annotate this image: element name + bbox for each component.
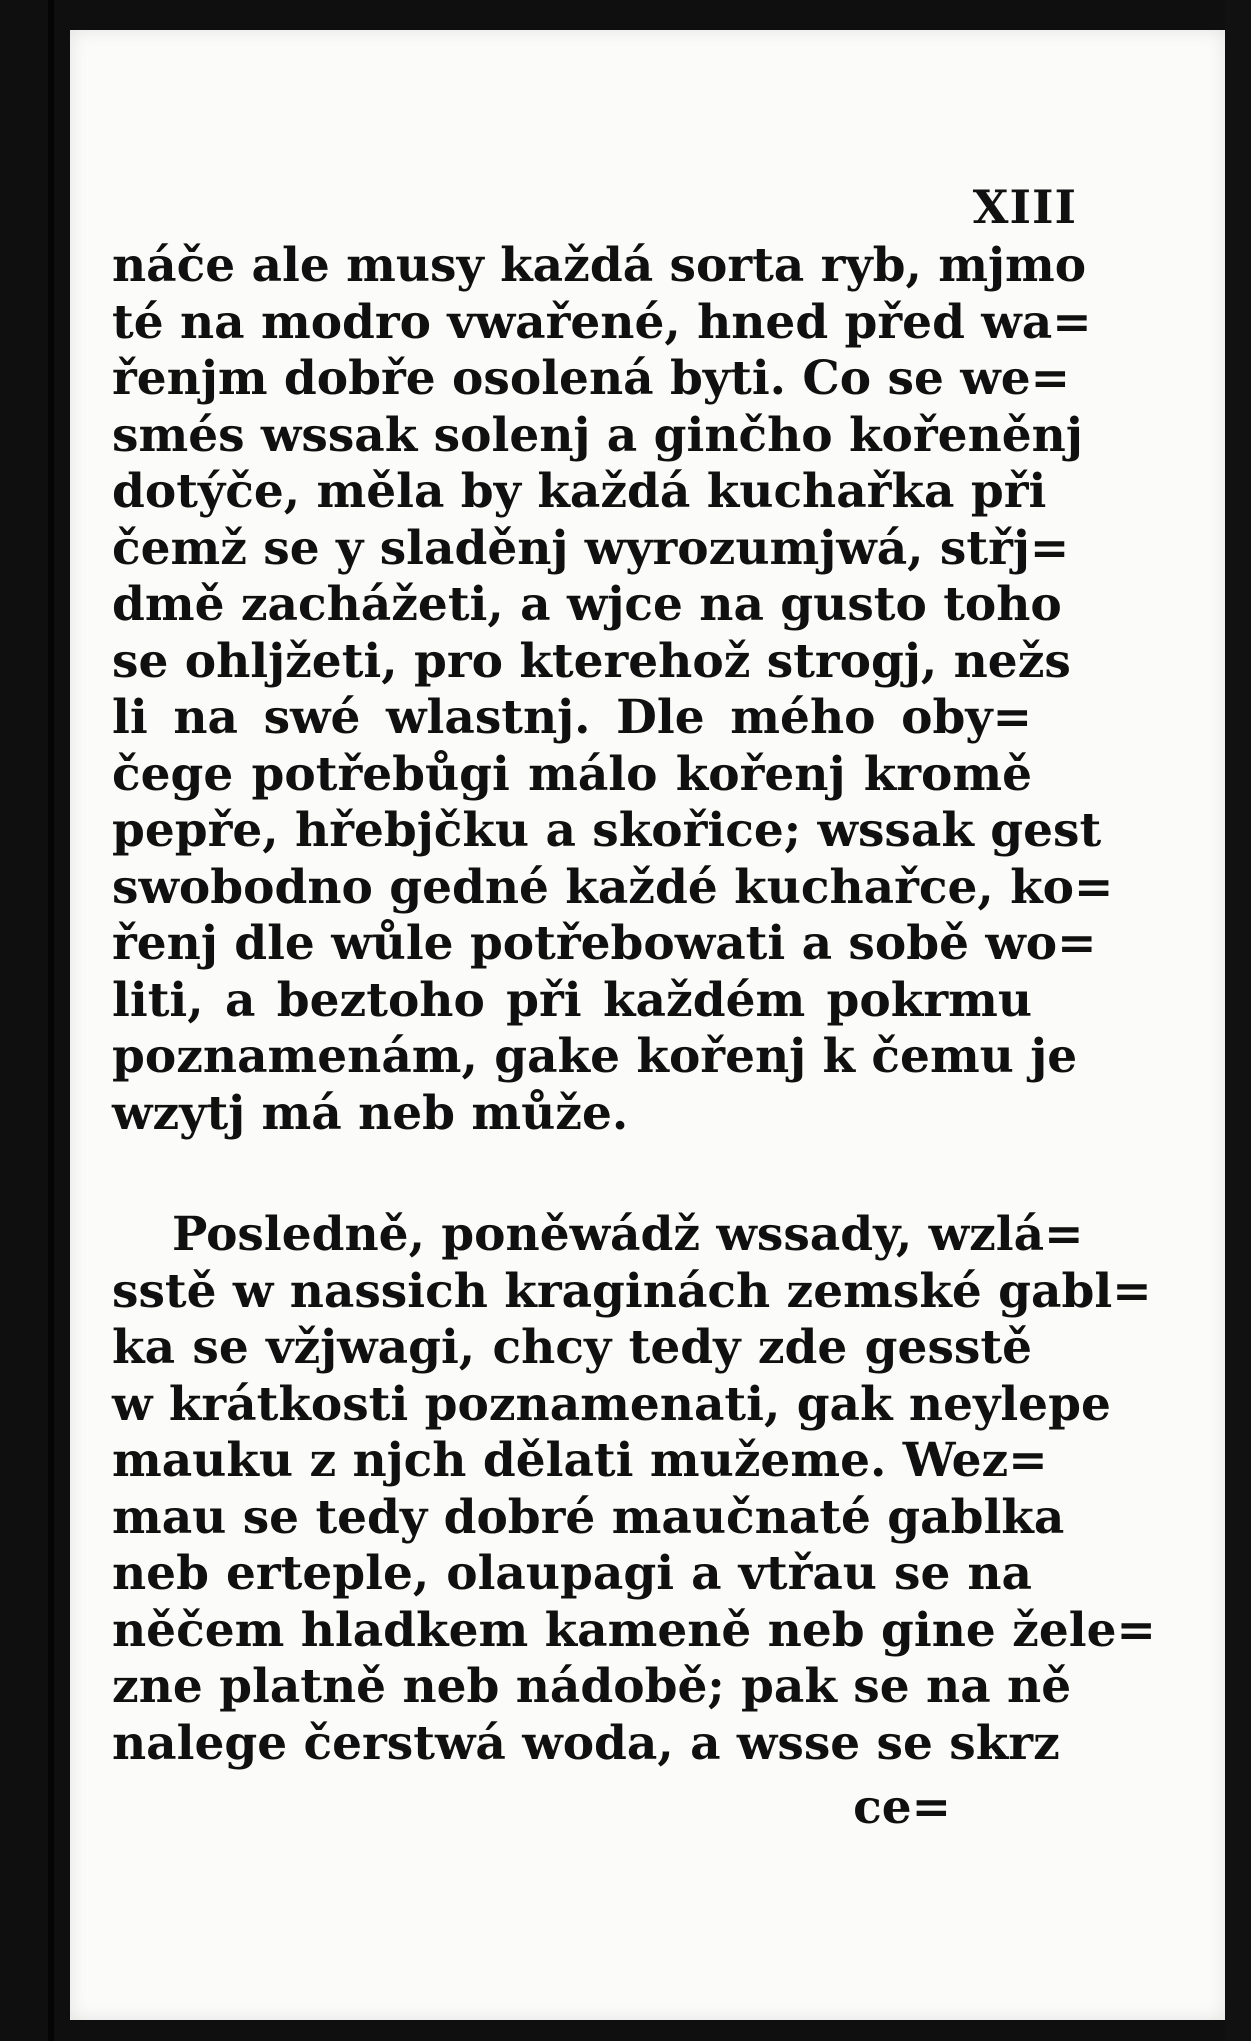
scan-right-border (1225, 0, 1251, 2041)
paragraph-2 (112, 1207, 1156, 1772)
text-line: ka se vžjwagi, chcy tedy zde gesstě (112, 1320, 1032, 1375)
text-line: čege potřebůgi málo kořenj kromě (112, 746, 1032, 802)
paragraph-spacer (112, 1142, 1032, 1207)
text-line: li na swé wlastnj. Dle mého oby= (112, 690, 1032, 745)
text-line: řenjm dobře osolená byti. Co se we= (112, 351, 1070, 406)
text-line: mauku z njch dělati mužeme. Wez= (112, 1433, 1048, 1488)
text-line: dotýče, měla by každá kuchařka při (112, 464, 1047, 519)
text-line: řenj dle wůle potřebowati a sobě wo= (112, 916, 1097, 971)
text-line: Posledně, poněwádž wssady, wzlá= (172, 1207, 1084, 1262)
text-line: sstě w nassich kraginách zemské gabl= (112, 1263, 1152, 1319)
text-line: poznamenám, gake kořenj k čemu je (112, 1029, 1078, 1084)
text-line: wzytj má neb může. (112, 1085, 629, 1141)
text-line: smés wssak solenj a ginčho kořeněnj (112, 407, 1083, 463)
text-line: náče ale musy každá sorta ryb, mjmo (112, 238, 1087, 293)
text-line: neb erteple, olaupagi a vtřau se na (112, 1546, 1032, 1601)
text-line: něčem hladkem kameně neb gine žele= (112, 1602, 1156, 1658)
text-line: swobodno gedné každé kuchařce, ko= (112, 859, 1114, 915)
text-line: mau se tedy dobré maučnaté gablka (112, 1489, 1065, 1545)
text-line: pepře, hřebjčku a skořice; wssak gest (112, 803, 1102, 858)
book-gutter-edge (48, 0, 54, 2041)
text-line: zne platně neb nádobě; pak se na ně (112, 1659, 1072, 1714)
text-line: té na modro vwařené, hned před wa= (112, 294, 1092, 350)
text-line: se ohljžeti, pro kterehož strogj, nežs (112, 633, 1071, 689)
text-line: nalege čerstwá woda, a wsse se skrz (112, 1715, 1060, 1771)
paragraph-1 (112, 238, 1114, 1142)
catchword: ce= (853, 1780, 951, 1835)
text-line: čemž se y sladěnj wyrozumjwá, střj= (112, 520, 1070, 576)
page-number: XIII (972, 180, 1077, 234)
text-line: w krátkosti poznamenati, gak neylepe (112, 1376, 1111, 1432)
text-line: dmě zachážeti, a wjce na gusto toho (112, 577, 1062, 632)
body-text (112, 238, 1156, 1772)
text-line: liti, a beztoho při každém pokrmu (112, 972, 1032, 1028)
